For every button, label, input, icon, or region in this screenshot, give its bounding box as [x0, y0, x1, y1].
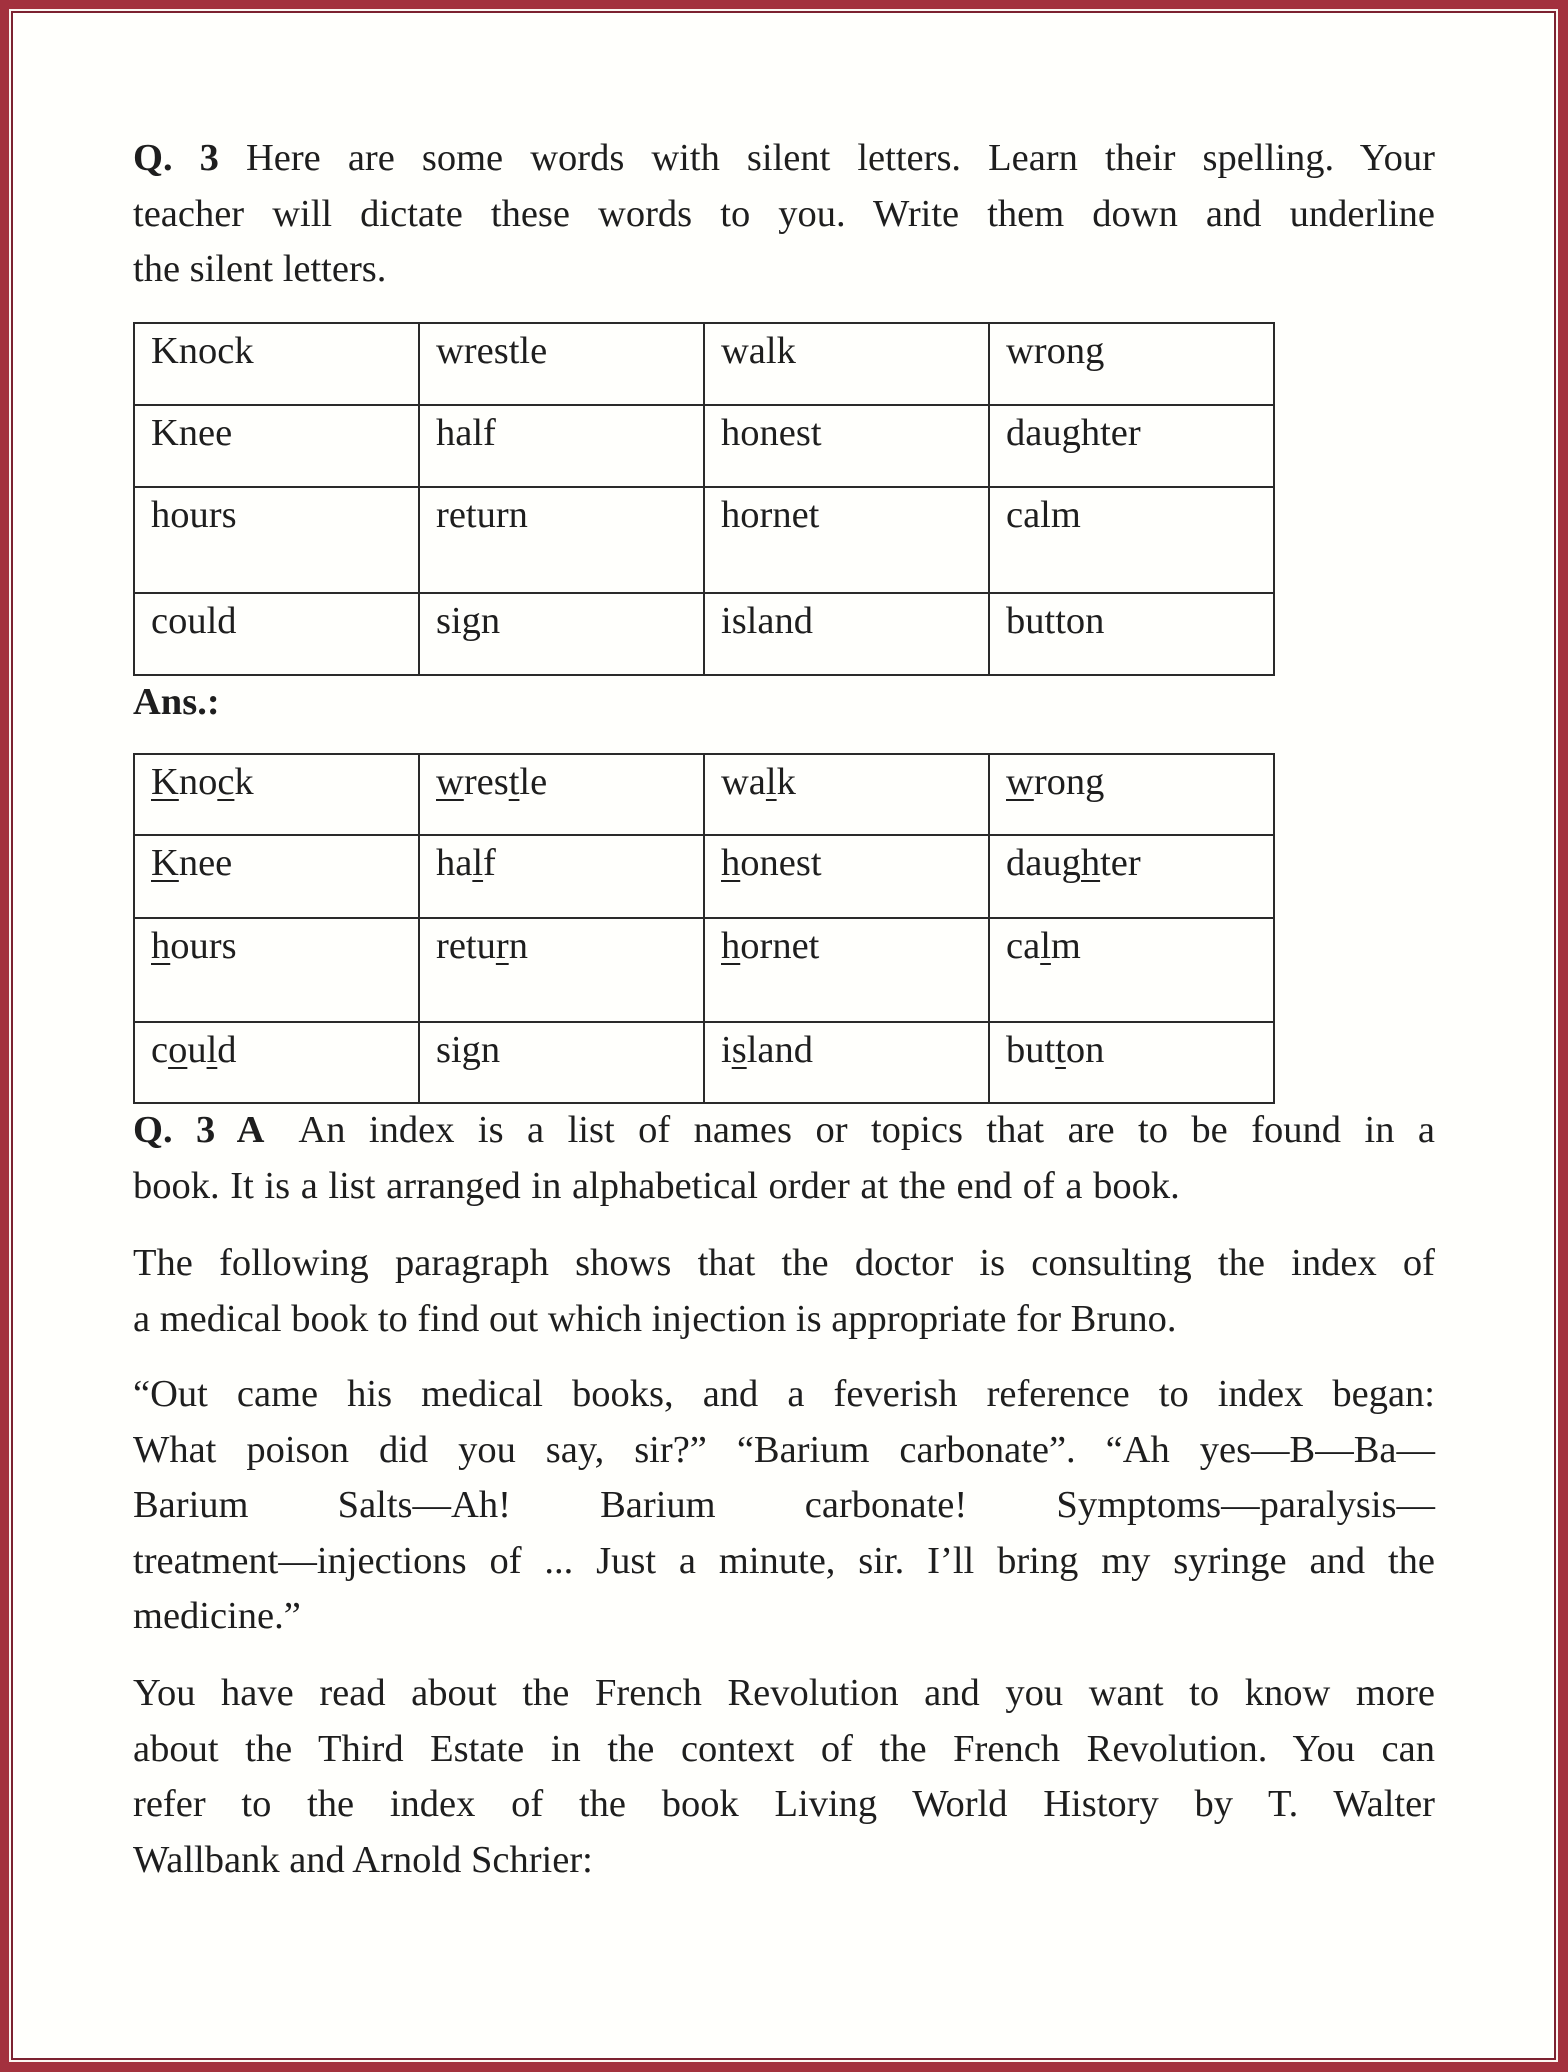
word-fragment: n: [508, 925, 528, 967]
word-fragment: retu: [436, 925, 496, 967]
word-fragment: land: [746, 1029, 813, 1071]
table-row: [134, 323, 1274, 405]
q3-line-1: Q. 3 Here are some words with silent letters. Learn their spelling. Your: [133, 137, 1435, 179]
word-fragment: i: [721, 1029, 732, 1071]
table-cell: honest: [704, 405, 989, 487]
word-fragment: c: [151, 1029, 169, 1071]
table-row: [134, 918, 1274, 1022]
word-fragment: m: [1050, 925, 1081, 967]
word-fragment: ca: [1006, 925, 1041, 967]
word-fragment: dau: [1006, 842, 1062, 884]
word-fragment: ter: [1100, 842, 1141, 884]
silent-letter: l: [1040, 925, 1051, 967]
q3a-paragraph: [133, 1103, 1435, 1214]
answer-label: Ans.:: [133, 681, 220, 723]
word-fragment: u: [187, 1029, 207, 1071]
table-row: [134, 835, 1274, 918]
table-row: [134, 487, 1274, 593]
table-cell: daughter: [989, 405, 1274, 487]
french-revolution-paragraph: [133, 1666, 1435, 1888]
table-cell: could: [134, 593, 419, 675]
table-row: [134, 405, 1274, 487]
quote-line-4: treatment—injections of ... Just a minute, sir. I’ll bring my syringe and the: [133, 1539, 1435, 1582]
q3-line-2: teacher will dictate these words to you. Write them down and underline: [133, 192, 1435, 235]
french-line-2: about the Third Estate in the context of the French Revolution. You can: [133, 1727, 1435, 1770]
word-fragment: wa: [721, 761, 766, 803]
table-cell: island: [704, 593, 989, 675]
silent-letter: w: [436, 761, 464, 803]
answer-cell: [419, 754, 704, 835]
word-fragment: ha: [436, 842, 473, 884]
silent-letter: w: [1006, 761, 1034, 803]
table-row: [134, 1022, 1274, 1103]
table-cell: walk: [704, 323, 989, 405]
answer-cell: [989, 1022, 1274, 1103]
answer-cell: [704, 754, 989, 835]
french-line-1: You have read about the French Revolution and you want to know more: [133, 1672, 1435, 1714]
quote-line-1: “Out came his medical books, and a feverish reference to index began:: [133, 1373, 1435, 1415]
silent-letter: c: [217, 761, 235, 803]
word-fragment: k: [234, 761, 254, 803]
answer-word-table: [133, 753, 1275, 1104]
silent-letter: h: [151, 925, 171, 967]
silent-letter: l: [765, 761, 777, 803]
answer-cell: [704, 1022, 989, 1103]
table-cell: wrestle: [419, 323, 704, 405]
word-fragment: on: [1065, 1029, 1105, 1071]
answer-cell: [134, 918, 419, 1022]
answer-cell: [134, 835, 419, 918]
answer-cell: [419, 835, 704, 918]
word-fragment: nee: [178, 842, 233, 884]
table-cell: sign: [419, 593, 704, 675]
word-fragment: ours: [170, 925, 237, 967]
answer-cell: [989, 754, 1274, 835]
question-word-table: [133, 322, 1275, 676]
table-cell: wrong: [989, 323, 1274, 405]
silent-letter: t: [508, 761, 520, 803]
word-fragment: onest: [740, 842, 822, 884]
silent-letter: K: [151, 842, 179, 884]
quote-paragraph: [133, 1367, 1435, 1645]
table-cell: hours: [134, 487, 419, 593]
word-fragment: no: [178, 761, 218, 803]
word-fragment: k: [776, 761, 796, 803]
quote-line-5: medicine.”: [133, 1595, 301, 1637]
quote-line-3: Barium Salts—Ah! Barium carbonate! Symptoms—paralysis—: [133, 1484, 1435, 1526]
answer-cell: [704, 835, 989, 918]
doctor-line-2: a medical book to find out which injection is appropriate for Bruno.: [133, 1297, 1177, 1340]
table-row: [134, 754, 1274, 835]
word-fragment: res: [463, 761, 509, 803]
word-fragment: ornet: [740, 925, 820, 967]
table-cell: button: [989, 593, 1274, 675]
answer-cell: [419, 1022, 704, 1103]
answer-cell: [704, 918, 989, 1022]
word-fragment: rong: [1033, 761, 1105, 803]
word-fragment: but: [1006, 1029, 1056, 1071]
table-cell: Knee: [134, 405, 419, 487]
table-cell: half: [419, 405, 704, 487]
table-cell: Knock: [134, 323, 419, 405]
word-fragment: d: [217, 1029, 237, 1071]
silent-letter: o: [168, 1029, 188, 1071]
q3a-line-2: book. It is a list arranged in alphabetical order at the end of a book.: [133, 1164, 1180, 1207]
silent-letter: t: [1055, 1029, 1066, 1071]
answer-cell: [989, 835, 1274, 918]
q3-instruction: [133, 131, 1435, 298]
word-fragment: sign: [436, 1029, 501, 1071]
silent-letter: l: [206, 1029, 218, 1071]
silent-letter: s: [731, 1029, 747, 1071]
table-row: [134, 593, 1274, 675]
table-cell: calm: [989, 487, 1274, 593]
word-fragment: f: [483, 842, 496, 884]
q3a-line-1: Q. 3 A An index is a list of names or topics that are to be found in a: [133, 1109, 1435, 1151]
silent-letter: h: [721, 925, 741, 967]
doctor-paragraph: [133, 1236, 1435, 1347]
french-line-4: Wallbank and Arnold Schrier:: [133, 1838, 593, 1881]
french-line-3: refer to the index of the book Living World History by T. Walter: [133, 1783, 1435, 1825]
answer-cell: [134, 754, 419, 835]
table-cell: return: [419, 487, 704, 593]
table-cell: hornet: [704, 487, 989, 593]
silent-letter: r: [495, 925, 509, 967]
quote-line-2: What poison did you say, sir?” “Barium carbonate”. “Ah yes—B—Ba—: [133, 1428, 1435, 1471]
q3a-label: Q. 3 A: [133, 1109, 265, 1151]
q3-line-3: the silent letters.: [133, 248, 387, 290]
doctor-line-1: The following paragraph shows that the doctor is consulting the index of: [133, 1242, 1435, 1284]
word-fragment: le: [519, 761, 548, 803]
answer-cell: [134, 1022, 419, 1103]
answer-cell: [989, 918, 1274, 1022]
silent-letter: h: [721, 842, 741, 884]
silent-letter: l: [472, 842, 484, 884]
answer-cell: [419, 918, 704, 1022]
silent-letter: gh: [1061, 842, 1101, 884]
q3-label: Q. 3: [133, 137, 219, 179]
silent-letter: K: [151, 761, 179, 803]
